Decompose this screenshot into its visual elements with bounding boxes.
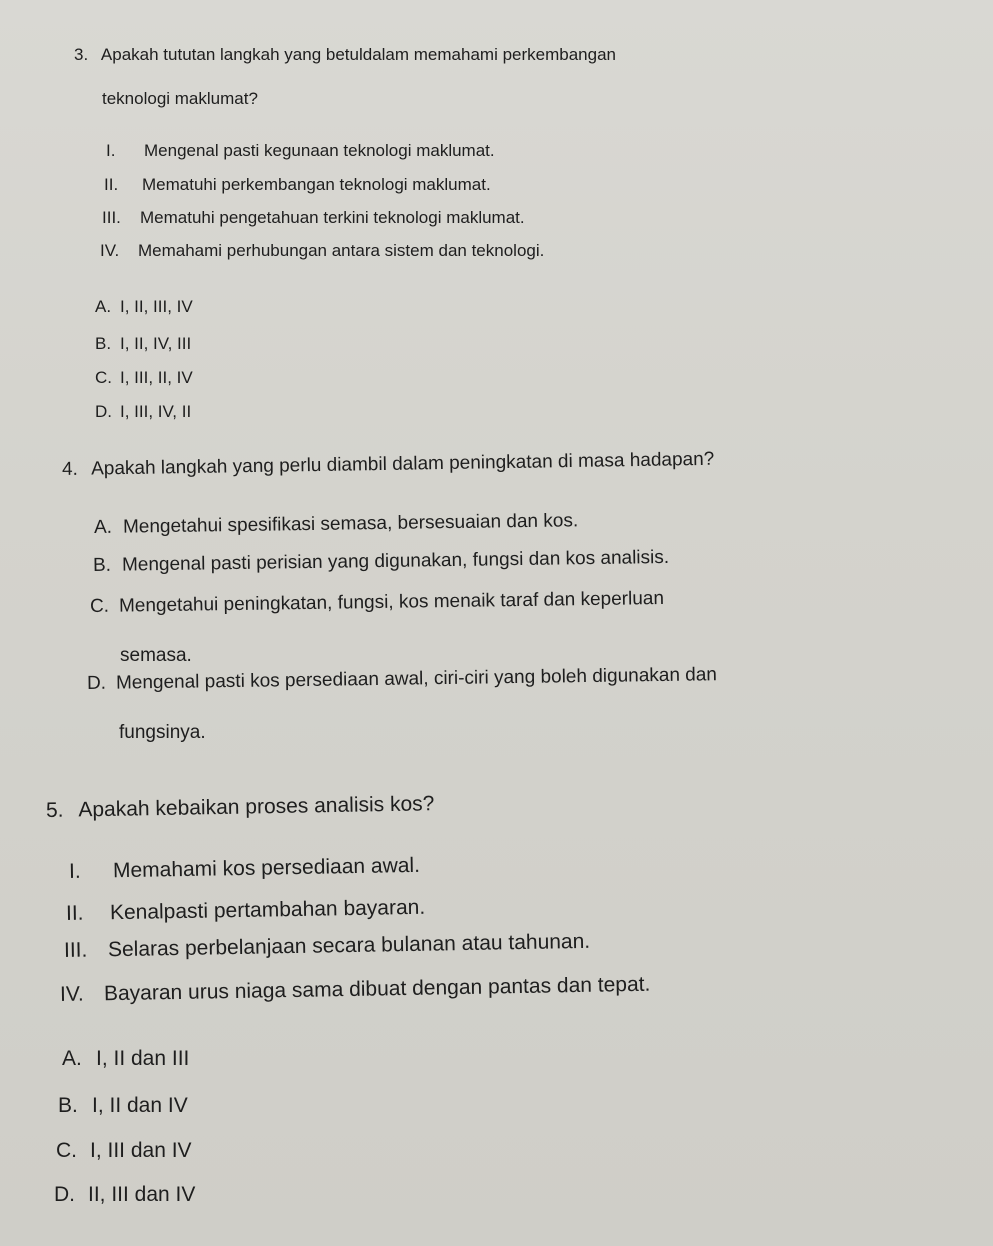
option-text: Mengenal pasti kos persediaan awal, ciri-ciri yang boleh digunakan dan	[115, 664, 718, 694]
statement-roman: II.	[65, 901, 84, 925]
question-5-statement	[69, 855, 420, 882]
statement-text: Mematuhi pengetahuan terkini teknologi maklumat.	[140, 208, 525, 227]
statement-text: Mengenal pasti kegunaan teknologi maklumat.	[144, 141, 495, 160]
statement-roman: IV.	[100, 241, 120, 260]
question-5-option[interactable]	[54, 1184, 195, 1205]
question-5-option[interactable]	[56, 1140, 192, 1161]
question-5-option[interactable]	[62, 1048, 189, 1069]
option-letter: B.	[92, 554, 112, 576]
option-text-continuation: semasa.	[120, 645, 192, 666]
question-3-option[interactable]	[95, 369, 193, 386]
question-3-option[interactable]	[95, 335, 191, 352]
option-letter: A.	[93, 516, 113, 538]
option-text: I, III dan IV	[90, 1139, 192, 1162]
question-4-number: 4.	[61, 458, 79, 480]
option-text: I, III, IV, II	[120, 402, 192, 421]
option-letter: A.	[95, 297, 112, 316]
question-3-text-line1: Apakah tututan langkah yang betuldalam memahami perkembangan	[100, 45, 616, 64]
question-4-stem	[62, 450, 715, 479]
question-5-statement	[64, 931, 590, 961]
statement-roman: III.	[102, 208, 121, 227]
question-5-option[interactable]	[58, 1095, 188, 1116]
question-3-option[interactable]	[95, 298, 193, 315]
option-text: I, II, IV, III	[120, 334, 192, 353]
option-letter: D.	[95, 402, 112, 421]
statement-text: Mematuhi perkembangan teknologi maklumat.	[142, 175, 491, 194]
statement-text: Memahami perhubungan antara sistem dan teknologi.	[138, 241, 545, 260]
question-3-statement	[104, 176, 491, 193]
statement-roman: II.	[104, 175, 119, 194]
option-text: Mengetahui peningkatan, fungsi, kos menaik taraf dan keperluan	[118, 587, 665, 617]
question-4-option[interactable]	[93, 548, 669, 575]
statement-roman: I.	[68, 859, 81, 883]
statement-roman: I.	[106, 141, 116, 160]
option-letter: D.	[86, 672, 107, 694]
statement-roman: III.	[63, 938, 88, 962]
question-3-statement	[106, 142, 495, 159]
option-letter: B.	[58, 1094, 78, 1117]
option-text: Mengenal pasti perisian yang digunakan, fungsi dan kos analisis.	[121, 546, 670, 576]
option-text: Mengetahui spesifikasi semasa, bersesuaian dan kos.	[122, 510, 579, 538]
statement-text: Kenalpasti pertambahan bayaran.	[109, 895, 426, 925]
question-3-text-line2: teknologi maklumat?	[102, 89, 258, 108]
option-text: I, II dan IV	[92, 1094, 188, 1117]
question-3-number: 3.	[74, 45, 89, 64]
option-text: II, III dan IV	[88, 1183, 196, 1206]
question-5-statement	[60, 974, 651, 1005]
question-5-number: 5.	[45, 798, 64, 822]
question-4-option[interactable]	[90, 589, 664, 616]
option-text: I, II dan III	[96, 1047, 190, 1070]
question-3-statement	[100, 242, 544, 259]
statement-text: Bayaran urus niaga sama dibuat dengan pantas dan tepat.	[103, 972, 651, 1006]
option-letter: C.	[95, 368, 112, 387]
option-letter: D.	[54, 1183, 75, 1206]
question-5-stem	[46, 793, 435, 821]
question-5-statement	[66, 897, 426, 924]
question-3-option[interactable]	[95, 403, 191, 420]
question-3-stem	[74, 46, 616, 63]
option-letter: B.	[95, 334, 112, 353]
question-4-option[interactable]	[87, 665, 717, 693]
statement-roman: IV.	[59, 982, 84, 1006]
question-3-statement	[102, 209, 525, 226]
question-5-text: Apakah kebaikan proses analisis kos?	[78, 792, 435, 822]
statement-text: Selaras perbelanjaan secara bulanan atau tahunan.	[107, 929, 591, 962]
question-4-text: Apakah langkah yang perlu diambil dalam peningkatan di masa hadapan?	[90, 448, 715, 480]
statement-text: Memahami kos persediaan awal.	[112, 853, 421, 883]
option-text: I, III, II, IV	[120, 368, 193, 387]
option-letter: C.	[89, 595, 110, 617]
question-4-option[interactable]	[94, 511, 578, 537]
option-letter: C.	[56, 1139, 77, 1162]
option-text: I, II, III, IV	[120, 297, 193, 316]
option-letter: A.	[62, 1047, 82, 1070]
option-text-continuation: fungsinya.	[119, 722, 206, 743]
